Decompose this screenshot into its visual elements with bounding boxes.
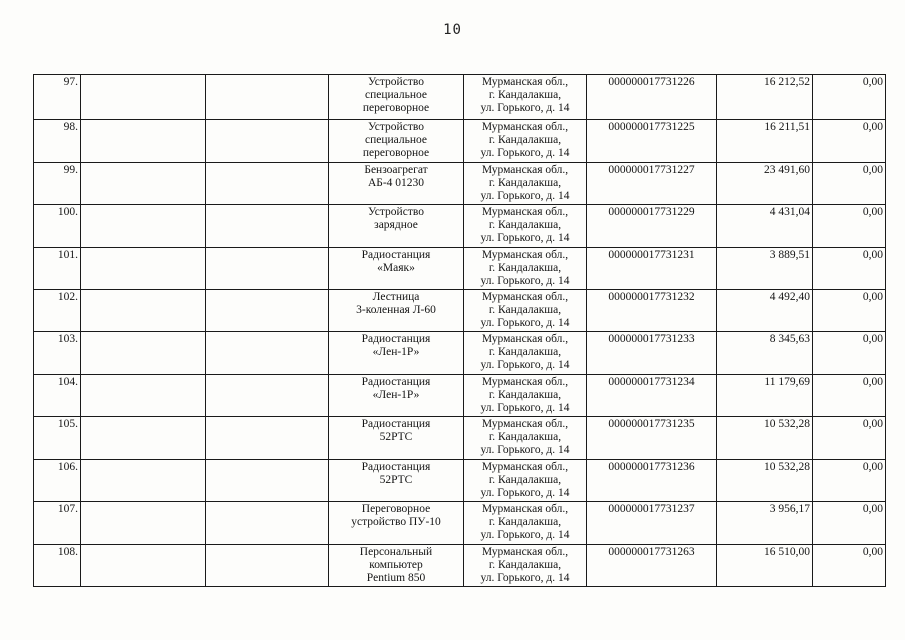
- item-name-cell: [329, 247, 464, 289]
- address-line: г. Кандалакша,: [488, 134, 562, 147]
- empty-cell: [206, 417, 329, 459]
- inventory-number: 000000017731232: [587, 290, 717, 332]
- empty-cell: [206, 502, 329, 544]
- item-name: Радиостанция «Лен-1Р»: [361, 375, 431, 401]
- address-line: г. Кандалакша,: [488, 219, 562, 232]
- row-number: 105.: [34, 417, 81, 459]
- empty-cell: [206, 162, 329, 204]
- empty-cell: [206, 544, 329, 587]
- empty-cell: [206, 459, 329, 501]
- address-cell: [464, 459, 587, 501]
- address-line: г. Кандалакша,: [488, 304, 562, 317]
- item-name: Устройство специальное переговорное: [362, 76, 430, 114]
- address-line: ул. Горького, д. 14: [480, 189, 570, 202]
- address-cell: [464, 502, 587, 544]
- item-name: Радиостанция «Лен-1Р»: [361, 333, 431, 359]
- address-line: Мурманская обл.,: [481, 333, 569, 346]
- book-value: 4 431,04: [717, 205, 813, 247]
- empty-cell: [81, 162, 206, 204]
- address-line: г. Кандалакша,: [488, 516, 562, 529]
- table-row: [34, 205, 886, 247]
- address-line: г. Кандалакша,: [488, 261, 562, 274]
- residual-value: 0,00: [813, 120, 886, 162]
- address-cell: [464, 544, 587, 587]
- book-value: 3 956,17: [717, 502, 813, 544]
- inventory-number: 000000017731231: [587, 247, 717, 289]
- empty-cell: [81, 374, 206, 416]
- address-line: ул. Горького, д. 14: [480, 232, 570, 245]
- empty-cell: [81, 459, 206, 501]
- item-name: Устройство специальное переговорное: [362, 121, 430, 160]
- empty-cell: [206, 75, 329, 120]
- table-row: [34, 75, 886, 120]
- address-cell: [464, 374, 587, 416]
- book-value: 10 532,28: [717, 459, 813, 501]
- table-row: [34, 162, 886, 204]
- empty-cell: [206, 290, 329, 332]
- inventory-number: 000000017731237: [587, 502, 717, 544]
- inventory-number: 000000017731229: [587, 205, 717, 247]
- book-value: 10 532,28: [717, 417, 813, 459]
- row-number: 106.: [34, 459, 81, 501]
- address-line: Мурманская обл.,: [481, 291, 569, 304]
- residual-value: 0,00: [813, 247, 886, 289]
- item-name-cell: [329, 374, 464, 416]
- table-row: [34, 120, 886, 162]
- residual-value: 0,00: [813, 502, 886, 544]
- address-cell: [464, 290, 587, 332]
- empty-cell: [81, 75, 206, 120]
- item-name: Лестница 3-коленная Л-60: [356, 291, 436, 317]
- item-name-cell: [329, 205, 464, 247]
- table-row: [34, 459, 886, 501]
- address-line: г. Кандалакша,: [488, 431, 562, 444]
- residual-value: 0,00: [813, 374, 886, 416]
- address-line: Мурманская обл.,: [481, 206, 569, 219]
- address-line: ул. Горького, д. 14: [480, 102, 570, 114]
- property-table: [33, 74, 886, 587]
- table-row: [34, 374, 886, 416]
- empty-cell: [81, 247, 206, 289]
- table-row: [34, 417, 886, 459]
- item-name: Персональный компьютер Pentium 850: [359, 545, 433, 584]
- address-line: Мурманская обл.,: [481, 163, 569, 176]
- address-line: Мурманская обл.,: [481, 248, 569, 261]
- item-name-cell: [329, 459, 464, 501]
- book-value: 16 510,00: [717, 544, 813, 587]
- book-value: 16 211,51: [717, 120, 813, 162]
- book-value: 3 889,51: [717, 247, 813, 289]
- residual-value: 0,00: [813, 544, 886, 587]
- inventory-number: 000000017731263: [587, 544, 717, 587]
- inventory-number: 000000017731235: [587, 417, 717, 459]
- empty-cell: [81, 544, 206, 587]
- address-cell: [464, 205, 587, 247]
- inventory-number: 000000017731225: [587, 120, 717, 162]
- item-name-cell: [329, 120, 464, 162]
- item-name-cell: [329, 502, 464, 544]
- address-line: Мурманская обл.,: [481, 545, 569, 558]
- address-line: г. Кандалакша,: [488, 346, 562, 359]
- item-name: Радиостанция 52РТС: [361, 418, 431, 444]
- row-number: 104.: [34, 374, 81, 416]
- address-cell: [464, 75, 587, 120]
- residual-value: 0,00: [813, 75, 886, 120]
- row-number: 102.: [34, 290, 81, 332]
- table-body: [34, 75, 886, 587]
- empty-cell: [81, 205, 206, 247]
- address-line: ул. Горького, д. 14: [480, 317, 570, 330]
- item-name-cell: [329, 162, 464, 204]
- address-line: ул. Горького, д. 14: [480, 529, 570, 542]
- table-row: [34, 290, 886, 332]
- address-cell: [464, 417, 587, 459]
- empty-cell: [81, 417, 206, 459]
- residual-value: 0,00: [813, 332, 886, 374]
- inventory-number: 000000017731236: [587, 459, 717, 501]
- item-name: Радиостанция «Маяк»: [361, 248, 431, 274]
- row-number: 98.: [34, 120, 81, 162]
- residual-value: 0,00: [813, 290, 886, 332]
- item-name: Переговорное устройство ПУ-10: [351, 503, 441, 529]
- empty-cell: [206, 332, 329, 374]
- address-line: Мурманская обл.,: [481, 375, 569, 388]
- residual-value: 0,00: [813, 417, 886, 459]
- row-number: 108.: [34, 544, 81, 587]
- inventory-number: 000000017731227: [587, 162, 717, 204]
- address-line: г. Кандалакша,: [488, 558, 562, 571]
- item-name: Радиостанция 52РТС: [361, 460, 431, 486]
- residual-value: 0,00: [813, 459, 886, 501]
- address-line: Мурманская обл.,: [481, 121, 569, 134]
- book-value: 23 491,60: [717, 162, 813, 204]
- page-number: 10: [443, 22, 462, 38]
- empty-cell: [206, 374, 329, 416]
- row-number: 107.: [34, 502, 81, 544]
- address-line: г. Кандалакша,: [488, 176, 562, 189]
- item-name-cell: [329, 290, 464, 332]
- table-row: [34, 544, 886, 587]
- address-line: ул. Горького, д. 14: [480, 359, 570, 372]
- item-name: Устройство зарядное: [368, 206, 424, 232]
- row-number: 99.: [34, 162, 81, 204]
- book-value: 4 492,40: [717, 290, 813, 332]
- address-line: г. Кандалакша,: [488, 89, 562, 101]
- item-name-cell: [329, 544, 464, 587]
- address-cell: [464, 247, 587, 289]
- book-value: 11 179,69: [717, 374, 813, 416]
- empty-cell: [206, 205, 329, 247]
- residual-value: 0,00: [813, 205, 886, 247]
- address-line: Мурманская обл.,: [481, 460, 569, 473]
- residual-value: 0,00: [813, 162, 886, 204]
- address-line: ул. Горького, д. 14: [480, 486, 570, 499]
- inventory-number: 000000017731226: [587, 75, 717, 120]
- row-number: 101.: [34, 247, 81, 289]
- empty-cell: [81, 120, 206, 162]
- address-line: Мурманская обл.,: [481, 76, 569, 88]
- empty-cell: [81, 290, 206, 332]
- address-cell: [464, 332, 587, 374]
- inventory-number: 000000017731233: [587, 332, 717, 374]
- book-value: 8 345,63: [717, 332, 813, 374]
- empty-cell: [81, 502, 206, 544]
- address-line: г. Кандалакша,: [488, 388, 562, 401]
- item-name-cell: [329, 417, 464, 459]
- row-number: 100.: [34, 205, 81, 247]
- table-row: [34, 502, 886, 544]
- item-name: Бензоагрегат АБ-4 01230: [364, 163, 428, 189]
- empty-cell: [206, 120, 329, 162]
- row-number: 103.: [34, 332, 81, 374]
- address-cell: [464, 120, 587, 162]
- row-number: 97.: [34, 75, 81, 120]
- address-cell: [464, 162, 587, 204]
- table-row: [34, 247, 886, 289]
- address-line: ул. Горького, д. 14: [480, 444, 570, 457]
- item-name-cell: [329, 332, 464, 374]
- inventory-number: 000000017731234: [587, 374, 717, 416]
- item-name-cell: [329, 75, 464, 120]
- address-line: ул. Горького, д. 14: [480, 571, 570, 584]
- table-row: [34, 332, 886, 374]
- empty-cell: [81, 332, 206, 374]
- address-line: ул. Горького, д. 14: [480, 147, 570, 160]
- address-line: Мурманская обл.,: [481, 503, 569, 516]
- empty-cell: [206, 247, 329, 289]
- address-line: г. Кандалакша,: [488, 473, 562, 486]
- address-line: ул. Горького, д. 14: [480, 401, 570, 414]
- address-line: ул. Горького, д. 14: [480, 274, 570, 287]
- book-value: 16 212,52: [717, 75, 813, 120]
- address-line: Мурманская обл.,: [481, 418, 569, 431]
